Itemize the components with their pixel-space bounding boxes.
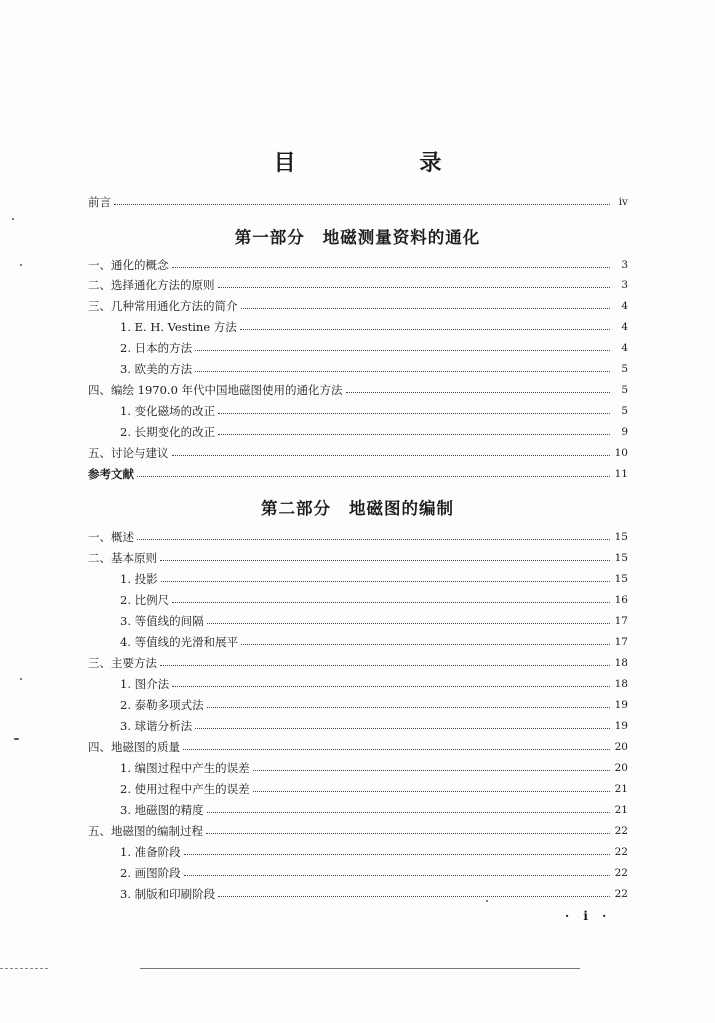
toc-entry-page: 16 — [614, 594, 628, 606]
toc-entry-page: 5 — [621, 405, 628, 417]
toc-entry-page: 21 — [614, 783, 628, 795]
toc-entry-label: 2. 使用过程中产生的误差 — [120, 782, 250, 796]
dot-leader — [160, 559, 610, 561]
toc-entry-page: 4 — [621, 342, 628, 354]
dot-leader — [183, 748, 610, 750]
toc-entry[interactable] — [88, 442, 628, 460]
toc-entry-label: 参考文献 — [88, 467, 134, 481]
dot-leader — [195, 370, 610, 372]
toc-entry-page: 22 — [614, 846, 628, 858]
toc-subentry[interactable] — [120, 358, 628, 376]
dot-leader — [137, 538, 610, 540]
dot-leader — [206, 832, 610, 834]
toc-entry-label: 1. 投影 — [120, 572, 158, 586]
dot-leader — [195, 727, 610, 729]
toc-entry-label: 1. 编图过程中产生的误差 — [120, 761, 250, 775]
toc-entry-page: 22 — [614, 888, 628, 900]
toc-subentry[interactable] — [120, 841, 628, 859]
toc-entry-label: 3. 欧美的方法 — [120, 362, 193, 376]
toc-entry-page: 11 — [614, 468, 628, 480]
toc-entry-label: 1. 变化磁场的改正 — [120, 404, 216, 418]
dot-leader — [240, 328, 610, 330]
toc-entry[interactable] — [88, 274, 628, 292]
scan-speck — [486, 900, 488, 902]
toc-subentry[interactable] — [120, 715, 628, 733]
part1-subtitle: 地磁测量资料的通化 — [322, 228, 481, 247]
toc-entry-label: 四、编绘 1970.0 年代中国地磁图使用的通化方法 — [88, 383, 343, 397]
part2-number: 第二部分 — [261, 499, 331, 518]
toc-entry-page: 17 — [614, 615, 628, 627]
dot-leader — [207, 706, 610, 708]
toc-entry-label: 4. 等值线的光滑和展平 — [120, 635, 239, 649]
scan-artifact-line — [0, 968, 48, 970]
part2-heading — [0, 495, 715, 519]
toc-subentry[interactable] — [120, 421, 628, 439]
toc-entry-page: 22 — [614, 867, 628, 879]
page-number: · i · — [565, 909, 612, 923]
dot-leader — [184, 853, 610, 855]
part1-number: 第一部分 — [234, 228, 305, 247]
toc-entry-label: 五、地磁图的编制过程 — [88, 824, 203, 838]
toc-entry-label: 三、几种常用通化方法的简介 — [88, 299, 238, 313]
dot-leader — [241, 307, 611, 309]
toc-entry-page: 22 — [614, 825, 628, 837]
dot-leader — [218, 433, 610, 435]
dot-leader — [137, 475, 610, 477]
toc-entry-page: 9 — [621, 426, 628, 438]
toc-entry-label: 五、讨论与建议 — [88, 446, 169, 460]
dot-leader — [195, 349, 610, 351]
dot-leader — [172, 685, 610, 687]
toc-entry-label: 2. 比例尺 — [120, 593, 170, 607]
toc-subentry[interactable] — [120, 568, 628, 586]
toc-entry-label: 3. 球谐分析法 — [120, 719, 193, 733]
dot-leader — [172, 454, 611, 456]
toc-entry-label: 2. 画图阶段 — [120, 866, 181, 880]
dot-leader — [253, 790, 610, 792]
toc-entry-page: 5 — [621, 363, 628, 375]
toc-entry-label: 1. 准备阶段 — [120, 845, 181, 859]
toc-entry-page: iv — [618, 196, 628, 208]
toc-entry[interactable] — [88, 652, 628, 670]
toc-entry-label: 3. 地磁图的精度 — [120, 803, 204, 817]
toc-entry-page: 19 — [614, 699, 628, 711]
toc-entry-label: 二、基本原则 — [88, 551, 157, 565]
toc-entry-page: 18 — [614, 678, 628, 690]
dot-leader — [241, 643, 610, 645]
toc-entry-page: 21 — [614, 804, 628, 816]
dot-leader — [114, 203, 610, 205]
toc-entry-page: 15 — [614, 552, 628, 564]
scan-speck — [20, 678, 22, 680]
dot-leader — [161, 580, 610, 582]
toc-subentry[interactable] — [120, 400, 628, 418]
part1-heading — [0, 224, 715, 248]
toc-entry-page: 18 — [614, 657, 628, 669]
dot-leader — [218, 412, 610, 414]
toc-entry-label: 2. 日本的方法 — [120, 341, 193, 355]
toc-entry-label: 一、概述 — [88, 530, 134, 544]
toc-entry[interactable] — [88, 736, 628, 754]
toc-subentry[interactable] — [120, 799, 628, 817]
toc-subentry[interactable] — [120, 631, 628, 649]
dot-leader — [160, 664, 610, 666]
toc-entry-preface[interactable] — [88, 191, 628, 209]
toc-entry-page: 3 — [621, 259, 628, 271]
part2-subtitle: 地磁图的编制 — [349, 499, 454, 518]
scan-artifact-line — [140, 968, 580, 970]
toc-entry[interactable] — [88, 547, 628, 565]
toc-subentry[interactable] — [120, 316, 628, 334]
dot-leader — [346, 391, 610, 393]
toc-subentry[interactable] — [120, 337, 628, 355]
toc-entry-page: 15 — [614, 573, 628, 585]
toc-entry-label: 三、主要方法 — [88, 656, 157, 670]
toc-entry-page: 19 — [614, 720, 628, 732]
toc-entry-label: 3. 等值线的间隔 — [120, 614, 204, 628]
dot-leader — [184, 874, 610, 876]
dot-leader — [172, 601, 610, 603]
toc-subentry[interactable] — [120, 883, 628, 901]
toc-entry-label: 2. 长期变化的改正 — [120, 425, 216, 439]
toc-entry-page: 4 — [621, 321, 628, 333]
toc-entry-label: 前言 — [88, 195, 111, 209]
toc-entry-label: 一、通化的概念 — [88, 258, 169, 272]
toc-entry-page: 3 — [621, 279, 628, 291]
toc-title: 目 录 — [273, 151, 500, 176]
toc-subentry[interactable] — [120, 610, 628, 628]
dot-leader — [172, 266, 611, 268]
toc-entry[interactable] — [88, 379, 628, 397]
toc-entry-page: 20 — [614, 762, 628, 774]
toc-subentry[interactable] — [120, 694, 628, 712]
toc-subentry[interactable] — [120, 862, 628, 880]
toc-subentry[interactable] — [120, 589, 628, 607]
toc-entry-label: 2. 泰勒多项式法 — [120, 698, 204, 712]
toc-entry-page: 20 — [614, 741, 628, 753]
dot-leader — [218, 895, 610, 897]
dot-leader — [207, 811, 610, 813]
toc-entry-label: 二、选择通化方法的原则 — [88, 278, 215, 292]
toc-entry[interactable] — [88, 254, 628, 272]
scan-speck — [20, 264, 22, 266]
toc-subentry[interactable] — [120, 673, 628, 691]
toc-entry-label: 1. E. H. Vestine 方法 — [120, 320, 237, 334]
toc-entry-page: 15 — [614, 531, 628, 543]
toc-entry-label: 1. 图介法 — [120, 677, 170, 691]
toc-entry[interactable] — [88, 820, 628, 838]
toc-entry[interactable] — [88, 295, 628, 313]
toc-entry-references[interactable] — [88, 463, 628, 481]
toc-entry-page: 4 — [621, 300, 628, 312]
toc-entry-page: 17 — [614, 636, 628, 648]
toc-entry-label: 3. 制版和印刷阶段 — [120, 887, 216, 901]
dot-leader — [207, 622, 610, 624]
toc-subentry[interactable] — [120, 778, 628, 796]
scan-speck — [14, 738, 19, 740]
toc-entry-label: 四、地磁图的质量 — [88, 740, 180, 754]
toc-entry-page: 5 — [621, 384, 628, 396]
toc-subentry[interactable] — [120, 757, 628, 775]
toc-entry-page: 10 — [614, 447, 628, 459]
dot-leader — [253, 769, 610, 771]
dot-leader — [218, 286, 611, 288]
scan-speck — [12, 218, 14, 220]
toc-entry[interactable] — [88, 526, 628, 544]
